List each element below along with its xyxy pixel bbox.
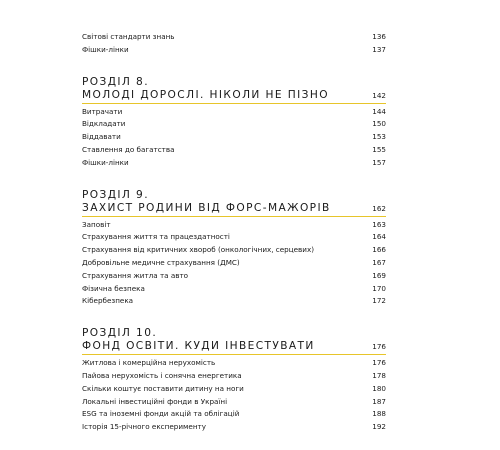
toc-entry[interactable]: [82, 271, 386, 284]
toc-entry-title: Страхування від критичних хвороб (онкологічних, серцевих): [82, 245, 315, 255]
toc-entry[interactable]: [82, 371, 386, 384]
section-page: 142: [372, 90, 386, 100]
toc-entry[interactable]: [82, 145, 386, 158]
toc-entry-title: Фішки-лінки: [82, 157, 129, 167]
toc-entry-title: Світові стандарти знань: [82, 32, 175, 41]
section-heading[interactable]: [82, 340, 386, 355]
toc-entry-page: 163: [372, 219, 386, 229]
section-label: РОЗДІЛ 8.: [82, 75, 149, 88]
toc-entry-title: Житлова і комерційна нерухомість: [82, 358, 216, 368]
toc-entry-page: 136: [372, 32, 386, 41]
toc-entry-title: Історія 15-річного експерименту: [82, 422, 206, 432]
section-label: РОЗДІЛ 10.: [82, 327, 158, 340]
toc-section-10: [82, 327, 386, 435]
toc-entry[interactable]: [82, 397, 386, 410]
toc-top-entries: [82, 32, 386, 58]
toc-entry-title: Відкладати: [82, 119, 126, 129]
toc-entry-title: Страхування життя та працездатності: [82, 232, 230, 242]
section-label: РОЗДІЛ 9.: [82, 188, 149, 201]
toc-entry-page: 176: [372, 358, 386, 368]
toc-entry-page: 180: [372, 383, 386, 393]
toc-entry-page: 157: [372, 157, 386, 167]
toc-entry-title: Скільки коштує поставити дитину на ноги: [82, 383, 244, 393]
toc-entry-page: 167: [372, 257, 386, 267]
toc-entry-page: 178: [372, 370, 386, 380]
section-title: ЗАХИСТ РОДИНИ ВІД ФОРС-МАЖОРІВ: [82, 201, 331, 214]
toc-entry[interactable]: [82, 119, 386, 132]
toc-entry[interactable]: [82, 245, 386, 258]
toc-entry[interactable]: [82, 220, 386, 233]
toc-entry-title: Страхування житла та авто: [82, 270, 189, 280]
toc-entry-page: 170: [372, 283, 386, 293]
toc-entry-title: Витрачати: [82, 106, 123, 116]
toc-entry-title: Добровільне медичне страхування (ДМС): [82, 257, 240, 267]
toc-entry-page: 166: [372, 245, 386, 255]
section-heading[interactable]: [82, 89, 386, 104]
toc-entry[interactable]: [82, 409, 386, 422]
section-page: 176: [372, 342, 386, 352]
toc-section-8: [82, 76, 386, 171]
toc-entry-page: 169: [372, 270, 386, 280]
toc-entry-page: 153: [372, 132, 386, 142]
toc-entry[interactable]: [82, 107, 386, 120]
toc-entry[interactable]: [82, 45, 386, 58]
toc-entry-title: Заповіт: [82, 219, 111, 229]
toc-entry-page: 172: [372, 296, 386, 306]
toc-entry[interactable]: [82, 358, 386, 371]
toc-entry-title: Пайова нерухомість і сонячна енергетика: [82, 370, 242, 380]
toc-entry-title: Локальні інвестиційні фонди в Україні: [82, 396, 228, 406]
section-title: МОЛОДІ ДОРОСЛІ. НІКОЛИ НЕ ПІЗНО: [82, 88, 329, 101]
toc-entry-page: 155: [372, 144, 386, 154]
section-page: 162: [372, 203, 386, 213]
toc-entry-page: 164: [372, 232, 386, 242]
section-title: ФОНД ОСВІТИ. КУДИ ІНВЕСТУВАТИ: [82, 340, 315, 353]
section-heading[interactable]: [82, 202, 386, 217]
toc-entry-title: Віддавати: [82, 132, 121, 142]
toc-entry-page: 150: [372, 119, 386, 129]
table-of-contents: [82, 32, 386, 435]
toc-entry-page: 144: [372, 106, 386, 116]
toc-entry-title: Кібербезпека: [82, 296, 134, 306]
toc-entry-title: Ставлення до багатства: [82, 144, 175, 154]
toc-entry[interactable]: [82, 258, 386, 271]
toc-entry[interactable]: [82, 32, 386, 45]
toc-entry-page: 187: [372, 396, 386, 406]
toc-entry-page: 188: [372, 409, 386, 419]
toc-section-9: [82, 189, 386, 310]
toc-entry[interactable]: [82, 232, 386, 245]
toc-entry[interactable]: [82, 158, 386, 171]
toc-entry[interactable]: [82, 132, 386, 145]
toc-entry-page: 192: [372, 422, 386, 432]
toc-entry-title: Фішки-лінки: [82, 44, 129, 54]
toc-entry-page: 137: [372, 44, 386, 54]
toc-entry-title: Фізична безпека: [82, 283, 145, 293]
toc-entry[interactable]: [82, 422, 386, 435]
toc-entry[interactable]: [82, 296, 386, 309]
toc-entry[interactable]: [82, 284, 386, 297]
toc-entry[interactable]: [82, 384, 386, 397]
toc-entry-title: ESG та іноземні фонди акцій та облігацій: [82, 409, 240, 419]
